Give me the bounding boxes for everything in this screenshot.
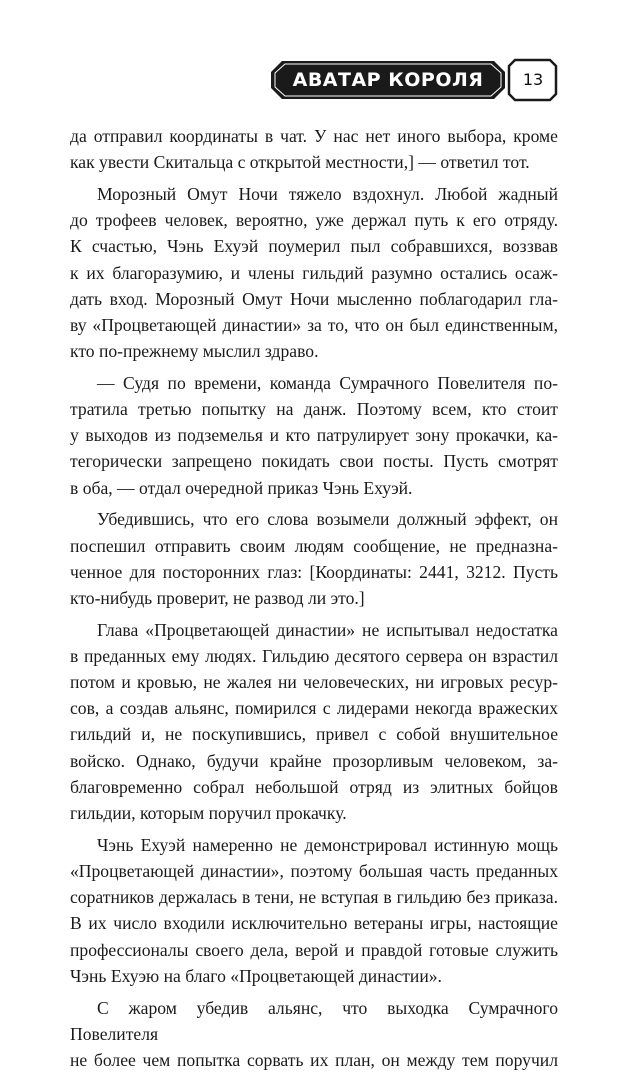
text-line: Чэнь Ехуэй намеренно не демонстрировал истинную мощь xyxy=(97,834,558,855)
text-line: Морозный Омут Ночи тяжело вздохнул. Любой жадный xyxy=(97,183,558,204)
text-line: у выходов из подземелья и кто патрулирует зону прокачки, ка- xyxy=(70,425,558,446)
text-line: потом и кровью, не жалея ни человеческих, ни игровых ресур- xyxy=(70,672,558,693)
page-body xyxy=(70,123,558,1073)
text-line: до трофеев человек, вероятно, уже держал путь к его отряду. xyxy=(70,210,558,231)
text-line: профессионалы своего дела, верой и правдой готовые служить xyxy=(70,939,558,960)
running-header xyxy=(268,58,558,102)
text-line: гильдии, которым поручил прокачку. xyxy=(70,803,347,824)
text-line: тратила третью попытку на данж. Поэтому всем, кто стоит xyxy=(70,399,558,420)
text-line: — Судя по времени, команда Сумрачного Повелителя по- xyxy=(97,372,558,393)
text-line: соратников держалась в тени, не вступая в гильдию без приказа. xyxy=(70,887,558,908)
text-line: благовременно собрал небольшой отряд из элитных бойцов xyxy=(70,776,558,797)
text-line: К счастью, Чэнь Ехуэй поумерил пыл собравшихся, воззвав xyxy=(70,236,558,257)
text-line: гильдий и, не поскупившись, привел с собой внушительное xyxy=(70,724,558,745)
text-line: войско. Однако, будучи крайне прозорливым человеком, за- xyxy=(70,750,558,771)
text-line: Убедившись, что его слова возымели должный эффект, он xyxy=(97,509,558,530)
page-number: 13 xyxy=(522,70,544,89)
book-title: АВАТАР КОРОЛЯ xyxy=(292,69,484,91)
text-line: кто-нибудь проверит, не развод ли это.] xyxy=(70,587,365,608)
text-line: сов, а создав альянс, помирился с лидерами некогда вражеских xyxy=(70,698,558,719)
text-line: да отправил координаты в чат. У нас нет иного выбора, кроме xyxy=(70,126,558,146)
text-line: поспешил отправить своим людям сообщение, не предназна- xyxy=(70,535,558,556)
text-line: ченное для посторонних глаз: [Координаты: 2441, 3212. Пусть xyxy=(70,561,558,582)
text-line: тегорически запрещено покидать свои посты. Пусть смотрят xyxy=(70,451,558,472)
text-line: в преданных ему людях. Гильдию десятого сервера он взрастил xyxy=(70,645,558,666)
text-line: как увести Скитальца с открытой местности,] — ответил тот. xyxy=(70,152,530,173)
text-line: дать вход. Морозный Омут Ночи мысленно поблагодарил гла- xyxy=(70,288,558,309)
text-line: Чэнь Ехуэю на благо «Процветающей династии». xyxy=(70,965,442,986)
text-line: ву «Процветающей династии» за то, что он был единственным, xyxy=(70,314,558,335)
text-line: «Процветающей династии», поэтому большая часть преданных xyxy=(70,860,558,881)
text-line: Глава «Процветающей династии» не испытывал недостатка xyxy=(97,619,558,640)
text-line: С жаром убедив альянс, что выходка Сумрачного Повелителя xyxy=(70,997,558,1044)
text-line: в оба, — отдал очередной приказ Чэнь Ехуэй. xyxy=(70,477,413,498)
text-line: В их число входили исключительно ветераны игры, настоящие xyxy=(70,913,558,934)
text-line: к их благоразумию, и члены гильдий разумно остались осаж- xyxy=(70,262,558,283)
text-line: кто по-прежнему мыслил здраво. xyxy=(70,341,319,362)
text-line: не более чем попытка сорвать их план, он между тем поручил xyxy=(70,1049,558,1070)
